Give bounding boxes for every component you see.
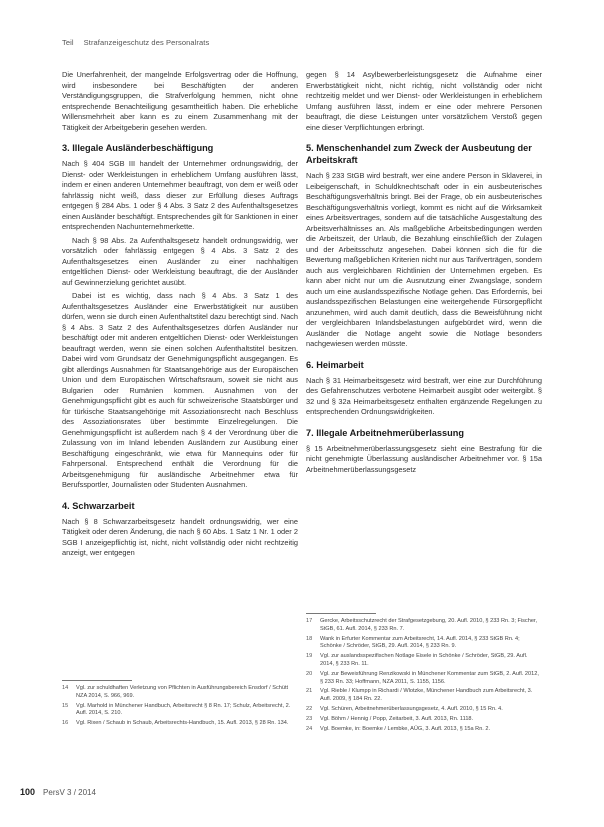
footnote-text: Vgl. Rieble / Klumpp in Richardi / Wlotzke, Münchener Handbuch zum Arbeitsrecht, 3. Aufl. 2009, § 184 Rn. 22. [320,688,533,703]
journal-issue: PersV 3 / 2014 [43,788,96,797]
paragraph: Nach § 8 Schwarzarbeitsgesetz handelt ordnungswidrig, wer eine Tätigkeit oder deren Änderung, die nach § 60 Abs. 1 Satz 1 Nr. 1 oder 2 SGB I anzeigepflichtig ist, nicht, nicht vollständig oder nicht rechtzeitig anzeigt, wer entgegen [62,516,298,557]
paragraph: Die Unerfahrenheit, der mangelnde Erfolgsvertrag oder die Hoffnung, wird insbesondere bei Beschäftigten der anderen Verständigungsgruppen, die Strafverfolgung hemmen, nicht ohne entsprechende Benachteiligung gesamtheitlich haben. Die erhebliche Willensmehrheit aber kann es zu einem Zusammenhang mit der Tätigkeit der Arbeitgeberin gesehen werden. [62,70,298,132]
footnote-text: Vgl. zur auslandsspezifischen Notlage Eisele in Schönke / Schröder, StGB, 29. Aufl. 2014, § 233 Rn. 11. [320,653,528,667]
footnote-text: Vgl. Schüren, Arbeitnehmerüberlassungsgesetz, 4. Aufl. 2010, § 15 Rn. 4. [320,705,503,712]
footnote-text: Vgl. Marhold in Münchener Handbuch, Arbeitsrecht § 8 Rn. 17; Schulz, Arbeitsrecht, 2. Aufl. 2014, S. 210. [76,702,291,717]
footnote-number: 18 [306,635,313,642]
footnotes-left [62,680,298,730]
section-heading: 7. Illegale Arbeitnehmerüberlassung [306,427,464,438]
page-folio [20,787,96,797]
footnote-text: Wank in Erfurter Kommentar zum Arbeitsrecht, 14. Aufl. 2014, § 233 StGB Rn. 4; Schönke / Schröder, StGB, 29. Aufl. 2014, § 233 Rn. 9. [320,635,520,650]
footnote-text: Vgl. zur schuldhaften Verletzung von Pflichten in Ausführungsbereich Ensdorf / Schütt NZA 2014, S. 966, 969. [76,685,289,699]
footnote-text: Vgl. zur Beweisführung Renzikowski in Münchener Kommentar zum StGB, 2. Aufl. 2012, § 233 Rn. 33; Hoffmann, NZA 2011, S. 1155, 1156. [320,670,539,685]
footnote [306,706,542,714]
paragraph: Nach § 404 SGB III handelt der Unternehmer ordnungswidrig, der Dienst- oder Werkleistungen in erheblichem Umfang ausführen lässt, indem er einen anderen Unternehmer beauftragt, von dem er weiß oder fahrlässig nicht weiß, dass dieser zur Erfüllung dieses Auftrags entgegen § 284 Abs. 1 oder § 4 Abs. 3 Satz 2 des Aufenthaltsgesetzes einen Ausländer beschäftigt. Entsprechendes gilt für Sanktionen in einer entsprechenden Nachunternehmerkette. [62,159,298,231]
footnotes-right [306,613,542,735]
footnote [62,703,298,719]
paragraph: § 15 Arbeitnehmerüberlassungsgesetz sieht eine Bestrafung für die nicht genehmigte Überlassung ausländischer Arbeitnehmer vor. § 15a Arbeitnehmerüberlassungsgesetz [306,443,542,474]
footnote-text: Gercke, Arbeitsschutzrecht der Strafgesetzgebung, 20. Aufl. 2010, § 233 Rn. 3; Fischer, StGB, 61. Aufl. 2014, § 233 Rn. 7. [320,618,538,632]
paragraph: gegen § 14 Asylbewerberleistungsgesetz die Aufnahme einer Erwerbstätigkeit nicht, nicht richtig, nicht vollständig oder nicht rechtzeitig meldet und wer Dienst- oder Werkleistungen in erheblichem Umfang ausführen lässt, indem er eine oder mehrere Personen beauftragt, die diese Leistungen unter vorsätzlichem Verstoß gegen eine dieser Verpflichtungen erbringt. [306,70,542,132]
running-head-section: Teil [62,38,74,47]
footnote-number: 21 [306,688,313,695]
footnote [306,618,542,634]
footnote-number: 14 [62,685,69,691]
footnote-number: 22 [306,705,313,712]
paragraph: Nach § 98 Abs. 2a Aufenthaltsgesetz handelt ordnungswidrig, wer vorsätzlich oder fahrlässig entgegen § 4 Abs. 3 Satz 2 des Aufenthaltsgesetzes einen Ausländer zu einer nachhaltigen entgeltlichen Dienst- oder Werkleistung beauftragt, die der Ausländer auf Gewinnerzielung gerichtet ausübt. [62,235,298,287]
footnote [306,716,542,724]
running-head [62,38,542,47]
paragraph: Nach § 31 Heimarbeitsgesetz wird bestraft, wer eine zur Durchführung des Gefahrenschutzes verbotene Heimarbeit ausgibt oder weitergibt. § 32 und § 32a Heimarbeitsgesetz enthalten ergänzende Regelungen zu entsprechenden Ordnungswidrigkeiten. [306,375,542,416]
footnote [306,653,542,669]
footnote-text: Vgl. Boemke, in: Boemke / Lembke, AÜG, 3. Aufl. 2013, § 15a Rn. 2. [320,725,491,732]
footnote-text: Vgl. Rixen / Schaub in Schaub, Arbeitsrechts-Handbuch, 15. Aufl. 2013, § 28 Rn. 134. [76,720,289,727]
footnote [306,636,542,652]
section-heading: 3. Illegale Ausländerbeschäftigung [62,143,214,153]
left-column [62,70,298,562]
section-heading: 6. Heimarbeit [306,359,364,370]
page-number: 100 [20,787,36,797]
right-column [306,70,542,478]
section-heading: 5. Menschenhandel zum Zweck der Ausbeutung der Arbeitskraft [306,143,532,165]
footnote-number: 19 [306,653,313,660]
footnote-number: 15 [62,702,69,709]
footnote-text: Vgl. Böhm / Hennig / Popp, Zeitarbeit, 3. Aufl. 2013, Rn. 1118. [320,715,474,722]
footnote-number: 17 [306,618,313,624]
footnote [306,671,542,687]
footnote [306,688,542,704]
footnote-number: 16 [62,720,69,727]
running-head-title: Strafanzeigeschutz des Personalrats [83,38,210,47]
section-heading: 4. Schwarzarbeit [62,500,135,511]
footnote [306,726,542,734]
footnote-number: 20 [306,670,313,677]
footnote-number: 23 [306,715,313,722]
paragraph: Dabei ist es wichtig, dass nach § 4 Abs. 3 Satz 1 des Aufenthaltsgesetzes Ausländer eine Erwerbstätigkeit nur ausüben dürfen, wenn sie durch einen Aufenthaltstitel dazu berechtigt sind. Nach § 4 Abs. 3 Satz 2 des Aufenthaltsgesetzes dürfen Ausländer nur beschäftigt oder mit anderen entgeltlichen Dienst- oder Werkleistungen beauftragt werden, wenn sie einen solchen Aufenthaltstitel besitzen. Dabei wird vom Grundsatz der Genehmigungspflicht ausgegangen. Es gibt allerdings Ausnahmen für Staatsangehörige aus der Europäischen Union und dem Europäischen Wirtschaftsraum, soweit sie nicht aus Bulgarien oder Rumänien kommen. Ausnahmen von der Genehmigungspflicht gibt es auch für schweizerische Staatsbürger und für türkische Staatsangehörige mit Assoziationsrecht nach Beschluss des Assoziationsrates über bestimmte Einzelregelungen. Die Genehmigungspflicht ist außerdem nach § 4 der Verordnung über die Zulassung von im Inland lebenden Ausländern zur Ausübung einer Beschäftigung eingeschränkt, wie etwa für Mannequins oder für Fahrpersonal. Entsprechend enthält die Verordnung für die Arbeitsgenehmigung für ausländische Arbeitnehmer etwa für Berufssportler, Journalisten oder Studenten Ausnahmen. [62,291,298,489]
footnote-number: 24 [306,725,313,732]
paragraph: Nach § 233 StGB wird bestraft, wer eine andere Person in Sklaverei, in Leibeigenschaft, in Schuldknechtschaft oder in ein ausbeuterisches Beschäftigungsverhältnis bringt. Bei der Frage, ob ein ausbeuterisches Beschäftigungsverhältnis vorliegt, kommt es nicht auf die Wirksamkeit eines Arbeitsvertrages, sondern auf die tatsächliche Ausgestaltung des Arbeitsverhältnisses an. Als maßgebliche Arbeitsbedingungen werden die Arbeitszeit, der Urlaub, die Bezahlung einschließlich der Zulagen und der Arbeitsschutz angesehen. Dabei können sich die für die Bewertung maßgeblichen Kriterien nicht nur aus Tarifverträgen, sondern auch aus vergleichbaren Richtlinien der Unternehmen ergeben. Es kann aber nicht nur um die Ausnutzung einer Zwangslage, sondern auch um eine auslandsspezifische Notlage gehen. Das Erfordernis, bei auslandsspezifischen Belastungen eine weitergehende Fürsorgepflicht anzunehmen, wird auch damit deutlich, dass die Beweisführung nicht der vergleichbaren Inlandsbelastungen aufgebürdet wird, wenn die Ausländer die Notlage angeht sowie die Notlage besonders nachgewiesen werden müsste. [306,171,542,348]
footnote-rule [62,680,132,681]
footnote [62,720,298,728]
footnote-rule [306,613,376,614]
footnote [62,685,298,701]
